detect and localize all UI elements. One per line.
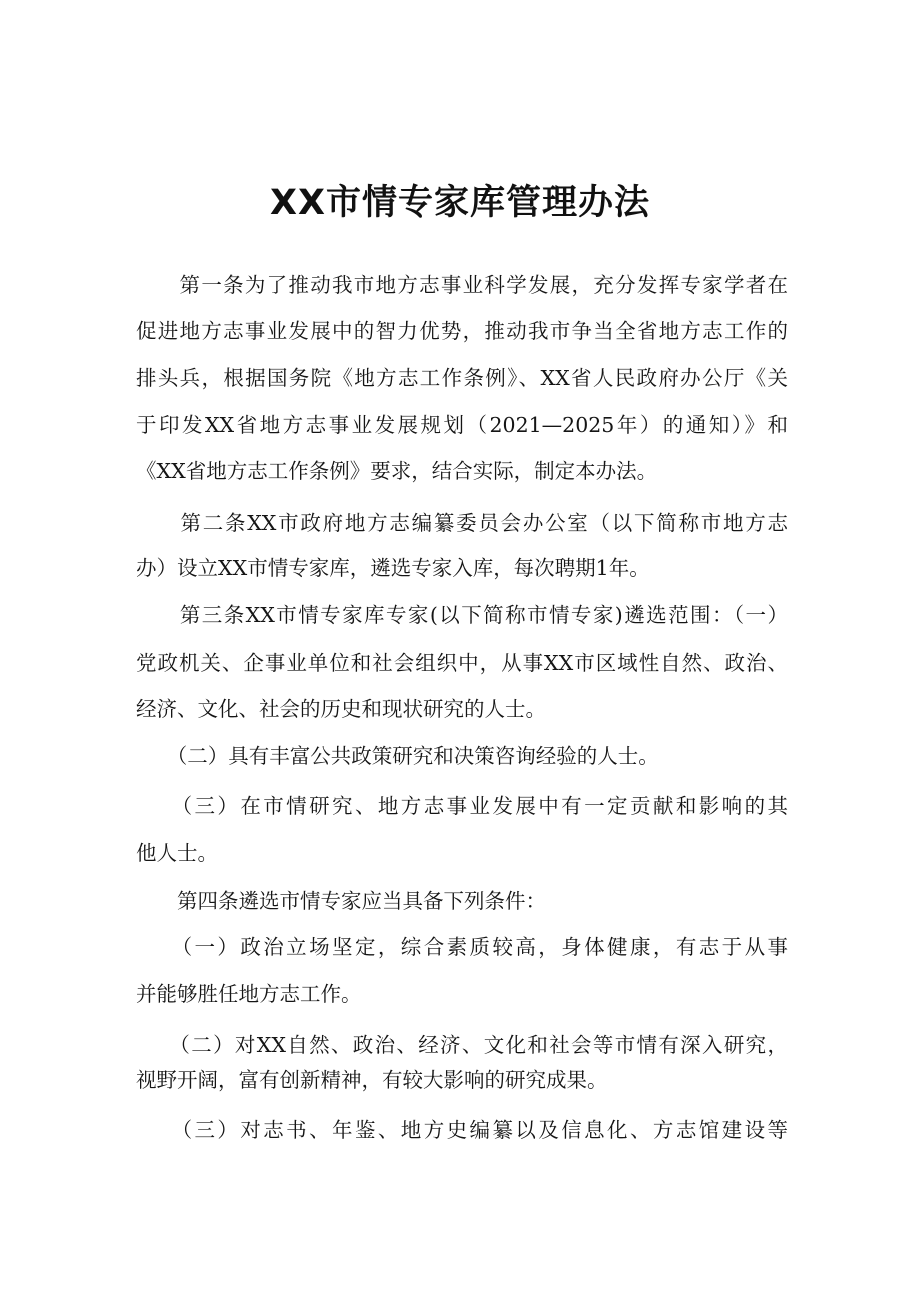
paragraph-line: （二）具有丰富公共政策研究和决策咨询经验的人士。 [136,744,659,768]
paragraph-line: 第三条XX市情专家库专家(以下简称市情专家)遴选范围：（一） [136,603,788,627]
paragraph-line: 促进地方志事业发展中的智力优势，推动我市争当全省地方志工作的 [136,319,788,343]
paragraph-line: 于印发XX省地方志事业发展规划（2021—2025年）的通知）》和 [136,413,788,437]
document-title: XX市情专家库管理办法 [270,183,650,223]
paragraph-line: （一）政治立场坚定，综合素质较高，身体健康，有志于从事 [136,935,788,959]
paragraph-line: 第一条为了推动我市地方志事业科学发展，充分发挥专家学者在 [136,273,788,297]
paragraph-line: 并能够胜任地方志工作。 [136,982,362,1006]
paragraph-line: （三）在市情研究、地方志事业发展中有一定贡献和影响的其 [136,794,788,818]
paragraph-line: 第二条XX市政府地方志编纂委员会办公室（以下简称市地方志 [136,511,788,535]
paragraph-line: 党政机关、企事业单位和社会组织中，从事XX市区域性自然、政治、 [136,651,788,675]
paragraph-line: （三）对志书、年鉴、地方史编纂以及信息化、方志馆建设等 [136,1118,788,1142]
paragraph-line: 经济、文化、社会的历史和现状研究的人士。 [136,697,546,721]
paragraph-line: 排头兵，根据国务院《地方志工作条例》、XX省人民政府办公厅《关 [136,366,788,390]
paragraph-line: （二）对XX自然、政治、经济、文化和社会等市情有深入研究， [136,1033,788,1057]
paragraph-line: 《XX省地方志工作条例》要求，结合实际，制定本办法。 [136,459,658,483]
paragraph-line: 第四条遴选市情专家应当具备下列条件： [136,889,546,913]
paragraph-line: 办）设立XX市情专家库，遴选专家入库，每次聘期1年。 [136,556,650,580]
paragraph-line: 他人士。 [136,841,218,865]
paragraph-line: 视野开阔，富有创新精神，有较大影响的研究成果。 [136,1068,608,1092]
